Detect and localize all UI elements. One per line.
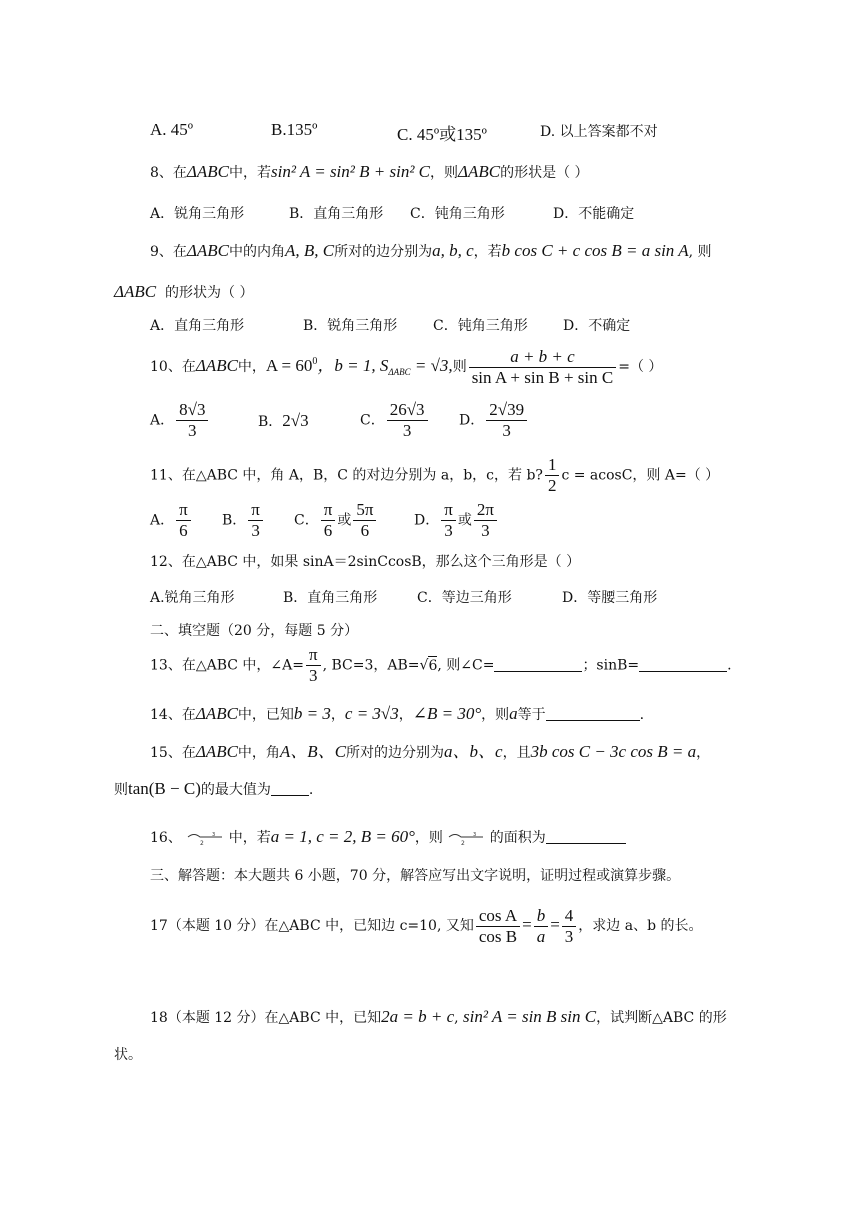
section-2-heading: 二、填空题（20 分，每题 5 分） [150,623,359,639]
q17-tail: ，求边 a、b 的长。 [578,918,703,934]
q9-angles: A, B, C [285,241,335,260]
q8-option-c: C．钝角三角形 [410,206,505,222]
q13-answer-blank-1[interactable] [494,657,582,672]
q10-triangle: ΔABC [195,356,238,375]
equation-image-icon-2 [447,830,485,846]
q13-prefix: 13、在△ABC 中，∠A= [150,657,304,674]
q10-fraction: $\frac{a + b + c}{\text{sin A + sin B + sin C}}$ [469,347,617,388]
q11-stem: 11、在△ABC 中，角 A，B，C 的对边分别为 a，b，c，若 b? [150,467,543,484]
q13-answer-blank-2[interactable] [639,657,727,672]
q9-sides: a, b, c [432,241,474,260]
q15-then: 则 [114,782,128,798]
q17-fraction-1: $\frac{\text{cos A}}{\text{cos B}}$ [476,906,520,947]
q10-option-b: B．2√3 [258,411,309,430]
question-13 [150,645,732,686]
q14-angle: ∠B = 30° [412,704,482,723]
q15-formula: 3b cos C − 3c cos B = a [530,742,697,761]
q10-option-a: A． $\frac{8√3}{3}$ [150,400,210,441]
q14-text: 中，已知 [237,707,294,723]
q10-cond2: ，b = 1, $S_{\Delta ABC} = √3$, [317,356,453,377]
q9-formula: b cos C + c cos B = a sin A [501,241,689,260]
q9-prefix: 9、在 [150,244,187,260]
q18-formula-2: sin² A = sin B sin C [463,1007,597,1026]
q11-option-c: C． $\frac{\pi}{6}$ 或 $\frac{5\pi}{6}$ [294,500,378,541]
q11-option-a: A． $\frac{\pi}{6}$ [150,500,193,541]
q14-then: ，则 [481,707,510,723]
q15-tan: tan(B − C) [128,779,201,798]
q15-end: ， [696,745,711,761]
q13-sep: ；sinB= [582,657,640,674]
q17-eq: = [522,915,532,934]
q14-triangle: ΔABC [195,704,238,723]
q10-text: 中， [237,359,266,375]
q18-tail: ，试判断△ABC 的形 [596,1010,727,1026]
question-9-line-1 [150,241,712,262]
q16-answer-blank[interactable] [546,829,626,844]
svg-text:3: 3 [473,832,477,838]
q10-prefix: 10、在 [150,359,196,375]
q18-prefix: 18（本题 12 分）在△ABC 中，已知 [150,1010,382,1026]
q8-formula: sin² A = sin² B + sin² C [271,162,431,181]
q8-prefix: 8、在 [150,165,187,181]
svg-text:2: 2 [200,840,205,846]
q12-option-b: B．直角三角形 [283,590,378,606]
q10-option-c: C． $\frac{26√3}{3}$ [360,400,430,441]
q13-root: √6 [419,657,438,674]
q10-then: 则 [452,359,467,375]
section-3-heading: 三、解答题：本大题共 6 小题，70 分，解答应写出文字说明，证明过程或演算步骤。 [150,868,681,884]
q9-option-a: A．直角三角形 [150,318,245,334]
q7-option-d: D. 以上答案都不对 [540,124,658,140]
q15-line2-end: . [308,782,314,798]
q17-fraction-2: $\frac{b}{a}$ [534,906,549,947]
question-8 [150,162,589,183]
q9-tail: , 则 [688,244,712,260]
svg-text:3: 3 [212,832,216,838]
question-10 [150,342,662,392]
q9-line2: 的形状为（ ） [165,285,254,301]
q9-text-2: 所对的边分别为 [334,244,433,260]
q8-option-a: A．锐角三角形 [150,206,245,222]
q7-option-c: C. 45º或135º [397,125,487,144]
q15-text-3: ，且 [502,745,531,761]
q10-tail: =（ ） [618,359,663,375]
q9-triangle-2: ΔABC [114,282,157,301]
question-11 [150,455,719,496]
q8-option-d: D．不能确定 [553,206,635,222]
q16-text: 中，若 [228,830,271,846]
q14-prefix: 14、在 [150,707,196,723]
q8-option-b: B．直角三角形 [289,206,384,222]
q13-mid: , BC=3，AB= [322,657,420,674]
q8-triangle-2: ΔABC [458,162,501,181]
q14-a: a [509,704,518,723]
question-16 [150,827,626,848]
q11-option-b: B． $\frac{\pi}{3}$ [222,500,265,541]
question-9-line-2 [114,282,253,303]
q15-triangle: ΔABC [195,742,238,761]
q15-text: 中，角 [237,745,280,761]
question-15-line-1 [150,742,710,763]
q15-prefix: 15、在 [150,745,196,761]
q16-formula: a = 1, c = 2, B = 60° [270,827,415,846]
q15-text-2: 所对的边分别为 [346,745,445,761]
q15-tail: 的最大值为 [200,782,271,798]
question-17 [150,905,703,947]
q7-option-b: B.135º [271,120,318,139]
q15-sides: a、b、c [444,742,503,761]
q14-end: . [639,707,645,723]
q7-option-a: A. 45º [150,120,194,139]
q15-answer-blank[interactable] [271,781,309,796]
q11-option-d: D． $\frac{\pi}{3}$ 或 $\frac{2\pi}{3}$ [414,500,499,541]
q8-text: 中，若 [229,165,272,181]
q15-angles: A、B、C [279,742,347,761]
q9-triangle: ΔABC [186,241,230,260]
q9-text: 中的内角 [229,244,286,260]
q14-answer-blank[interactable] [546,706,640,721]
q17-prefix: 17（本题 10 分）在△ABC 中，已知边 c=10, 又知 [150,918,474,934]
q9-option-d: D．不确定 [563,318,631,334]
question-14: 14、在ΔABC中，已知b = 3，c = 3√3，∠B = 30°，则a等于 . [150,704,645,723]
q9-option-b: B．锐角三角形 [303,318,398,334]
q13-tail: , 则∠C= [437,657,495,674]
question-15-line-2 [114,779,313,800]
question-18-line-2: 状。 [114,1047,142,1063]
q16-tail: 的面积为 [489,830,546,846]
q11-stem-2: c = acosC，则 A=（ ） [561,467,720,484]
equation-image-icon [186,830,224,846]
q10-option-d: D． $\frac{2√39}{3}$ [459,400,529,441]
svg-text:2: 2 [461,840,466,846]
q10-cond1: $A = 60^0$ [265,356,318,375]
q16-then: ，则 [414,830,443,846]
q8-tail: 的形状是（ ） [500,165,589,181]
q17-fraction-3: $\frac{4}{3}$ [562,906,577,947]
q14-b: b = 3 [293,704,331,723]
q14-tail: 等于 [517,707,546,723]
q9-text-3: ，若 [473,244,502,260]
question-18-line-1: 18（本题 12 分）在△ABC 中，已知2a = b + c, sin² A = sin B sin C，试判断△ABC 的形 [150,1007,727,1026]
q8-triangle: ΔABC [186,162,230,181]
q12-option-a: A.锐角三角形 [150,590,235,606]
q17-eq-2: = [550,915,560,934]
question-12: 12、在△ABC 中，如果 sinA＝2sinCcosB，那么这个三角形是（ ） [150,554,581,570]
q12-option-d: D．等腰三角形 [562,590,658,606]
q13-fraction: $\frac{\pi}{3}$ [306,645,321,686]
q12-option-c: C．等边三角形 [417,590,512,606]
q18-formula-1: 2a = b + c [381,1007,455,1026]
q9-option-c: C．钝角三角形 [433,318,528,334]
q16-prefix: 16、 [150,830,182,846]
q14-c: c = 3√3 [344,704,399,723]
q11-fraction: $\frac{1}{2}$ [545,455,560,496]
q13-end: . [727,657,732,674]
q8-text-2: ，则 [430,165,459,181]
